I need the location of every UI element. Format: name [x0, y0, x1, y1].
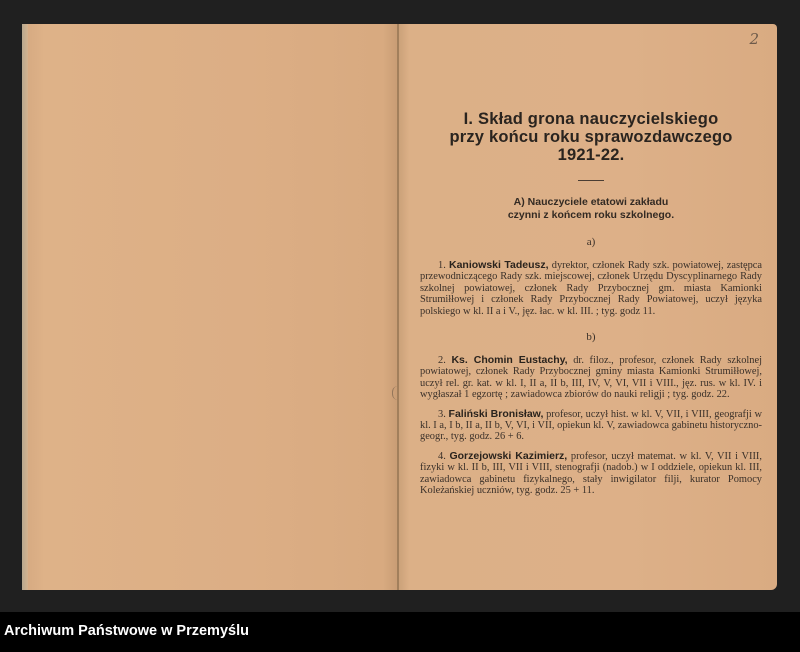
- teacher-entry: [420, 409, 762, 443]
- entry-number: 2.: [438, 355, 446, 367]
- archive-name: Archiwum Państwowe w Przemyślu: [4, 623, 249, 639]
- right-page: [398, 24, 777, 590]
- page-edge: [22, 24, 28, 590]
- entry-number: 4.: [438, 450, 446, 462]
- title-line: przy końcu roku sprawozdawczego: [449, 128, 733, 146]
- title-line: 1921-22.: [557, 146, 625, 164]
- subsection-line: czynni z końcem roku szkolnego.: [507, 209, 675, 221]
- footer-bar: [0, 612, 800, 652]
- subsection-heading: [420, 196, 762, 222]
- teacher-name: Ks. Chomin Eustachy,: [451, 354, 568, 367]
- teacher-name: Gorzejowski Kazimierz,: [449, 449, 568, 462]
- teacher-entry: [420, 451, 762, 497]
- entry-text: profesor, uczył hist. w kl. V, VII, i VIII, geografji w kl. I a, I b, II a, II b, V, VI, i VII, opiekun kl. V, zawiadowca gabinetu historyczno-geogr., tyg. godz. 26 + 6.: [420, 408, 762, 443]
- teacher-entry: [420, 260, 762, 317]
- group-label-a: a): [586, 236, 596, 248]
- group-label-b: b): [586, 331, 596, 344]
- teacher-name: Faliński Bronisław,: [448, 407, 544, 420]
- entry-text: profesor, uczył matemat. w kl. V, VII i VIII, fizyki w kl. II b, III, VII i VIII, stenografji (nadob.) w I oddziele, opiekun kl. III, zawiadowca gabinetu fizykalnego, stały inwigilator filji, kurator Pomocy Koleżańskiej uczniów, tyg. godz. 25 + 11.: [420, 450, 762, 497]
- entry-text: dyrektor, członek Rady szk. powiatowej, zastępca przewodniczącego Rady szk. miejscowej, członek Urzędu Dyscyplinarnego Rady szkolnej powiatowej, członek Rady Przybocznej gm. miasta Kamionki Strumiłłowej i członek Rady Przybocznej Rady Powiatowej, uczył języka polskiego w kl. II a i V., jęz. łac. w kl. III. ; tyg. godz 11.: [420, 260, 762, 317]
- left-page-blank: [22, 24, 398, 590]
- entry-number: 1.: [438, 260, 446, 271]
- folio-number: 2: [749, 30, 759, 48]
- subsection-line: A) Nauczyciele etatowi zakładu: [513, 196, 669, 208]
- teacher-name: Kaniowski Tadeusz,: [448, 259, 549, 271]
- entry-number: 3.: [438, 408, 446, 420]
- title-line: I. Skład grona nauczycielskiego: [463, 110, 719, 128]
- section-title: [420, 110, 762, 164]
- page-content: [420, 110, 762, 505]
- divider: [578, 180, 604, 181]
- book-spine: [397, 24, 399, 590]
- entry-text: dr. filoz., profesor, członek Rady szkolnej powiatowej, członek Rady Przybocznej gminy miasta Kamionki Strumiłłowej, uczył rel. gr. kat. w kl. I, II a, II b, III, IV, V, VI, VII i VIII., jęz. rus. w kl. IV. i wygłaszał 1 egzortę ; zawiadowca zbiorów do nauki religji ; tyg. godz. 22.: [420, 355, 762, 401]
- teacher-entry: [420, 355, 762, 401]
